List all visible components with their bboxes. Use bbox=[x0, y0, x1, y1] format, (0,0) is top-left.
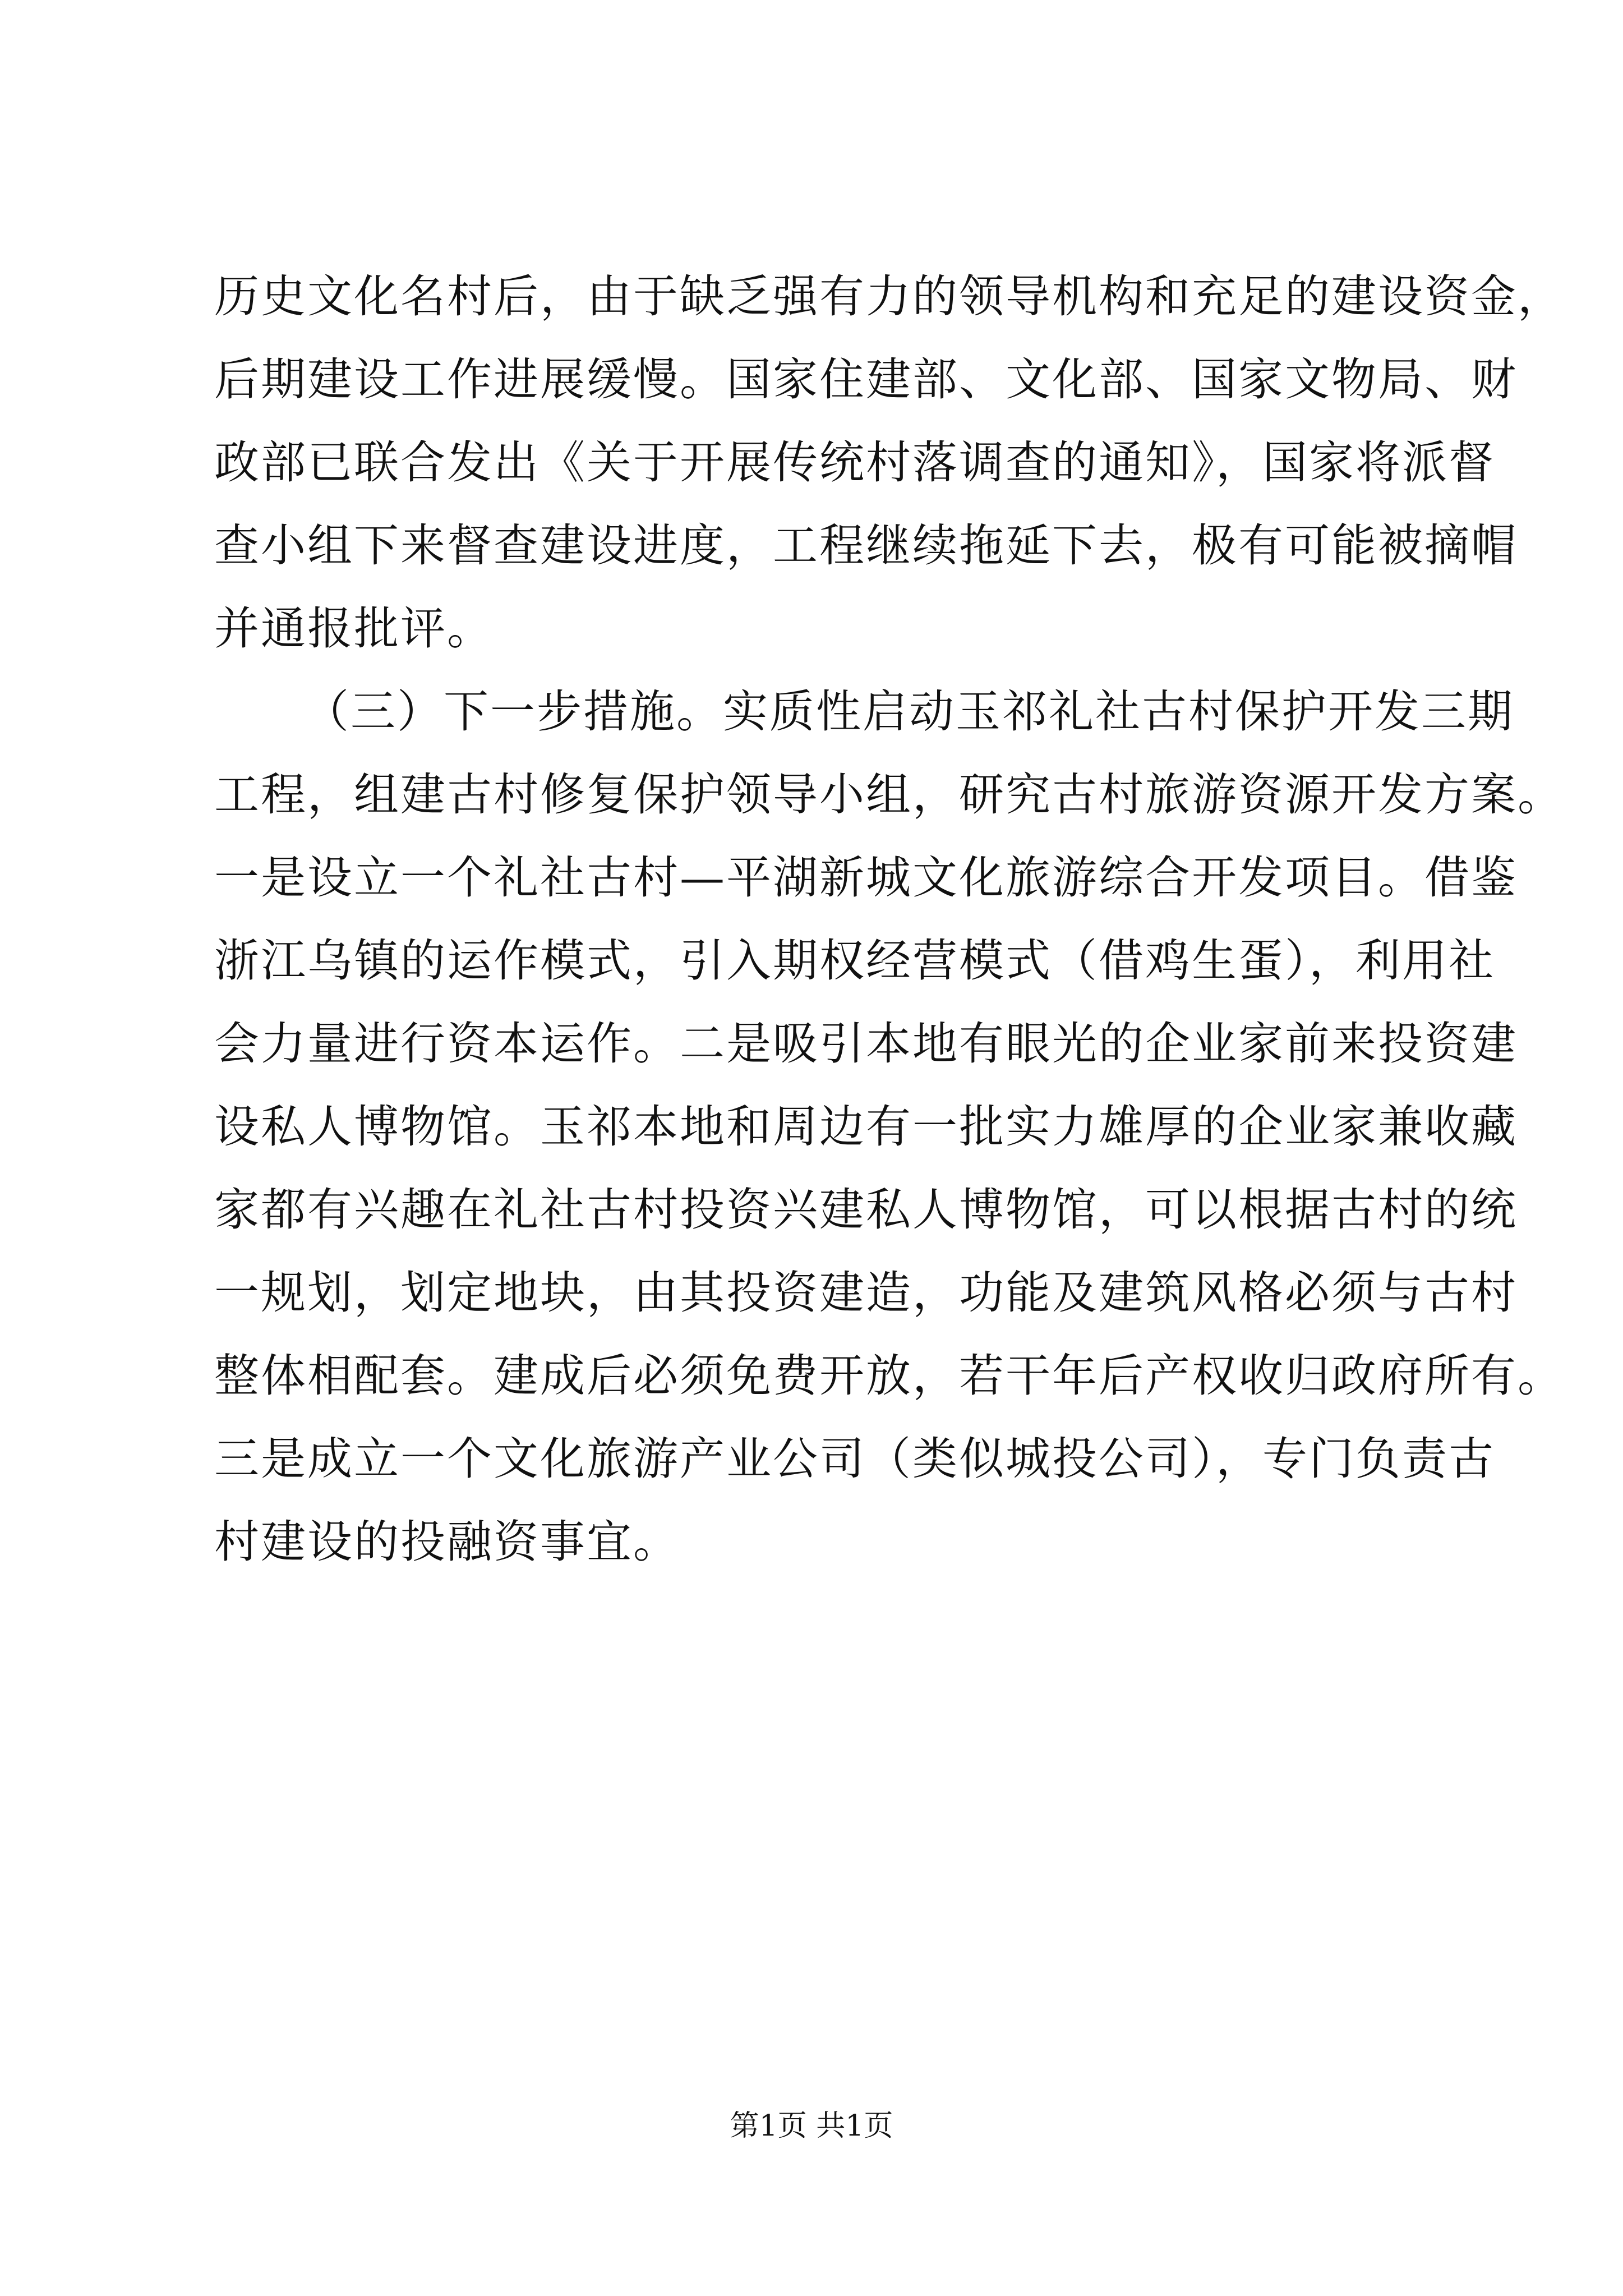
paragraph-line: 查小组下来督查建设进度，工程继续拖延下去，极有可能被摘帽 bbox=[214, 519, 1518, 572]
paragraph-line: 后期建设工作进展缓慢。国家住建部、文化部、国家文物局、财 bbox=[214, 353, 1518, 406]
paragraph-line: 家都有兴趣在礼社古村投资兴建私人博物馆，可以根据古村的统 bbox=[214, 1184, 1518, 1236]
paragraph-line: 一规划，划定地块，由其投资建造，功能及建筑风格必须与古村 bbox=[214, 1267, 1518, 1319]
paragraph-line: 并通报批评。 bbox=[214, 602, 494, 655]
paragraph-1 bbox=[214, 255, 1564, 670]
paragraph-line: 设私人博物馆。玉祁本地和周边有一批实力雄厚的企业家兼收藏 bbox=[214, 1101, 1518, 1153]
paragraph-2 bbox=[214, 670, 1564, 1584]
paragraph-line: （三）下一步措施。实质性启动玉祁礼社古村保护开发三期 bbox=[304, 685, 1514, 738]
paragraph-line: 政部已联合发出《关于开展传统村落调查的通知》，国家将派督 bbox=[214, 436, 1495, 489]
paragraph-line: 会力量进行资本运作。二是吸引本地有眼光的企业家前来投资建 bbox=[214, 1018, 1518, 1070]
page-footer: 第1页 共1页 bbox=[730, 2109, 893, 2143]
paragraph-line: 一是设立一个礼社古村—平湖新城文化旅游综合开发项目。借鉴 bbox=[214, 852, 1518, 904]
paragraph-line: 历史文化名村后，由于缺乏强有力的领导机构和充足的建设资金， bbox=[214, 270, 1564, 323]
paragraph-line: 村建设的投融资事宜。 bbox=[214, 1516, 680, 1568]
paragraph-line: 工程，组建古村修复保护领导小组，研究古村旅游资源开发方案。 bbox=[214, 769, 1564, 821]
document-body bbox=[214, 255, 1564, 1584]
paragraph-line: 浙江乌镇的运作模式，引入期权经营模式（借鸡生蛋），利用社 bbox=[214, 935, 1495, 987]
paragraph-line: 整体相配套。建成后必须免费开放，若干年后产权收归政府所有。 bbox=[214, 1350, 1564, 1402]
paragraph-line: 三是成立一个文化旅游产业公司（类似城投公司），专门负责古 bbox=[214, 1433, 1495, 1485]
